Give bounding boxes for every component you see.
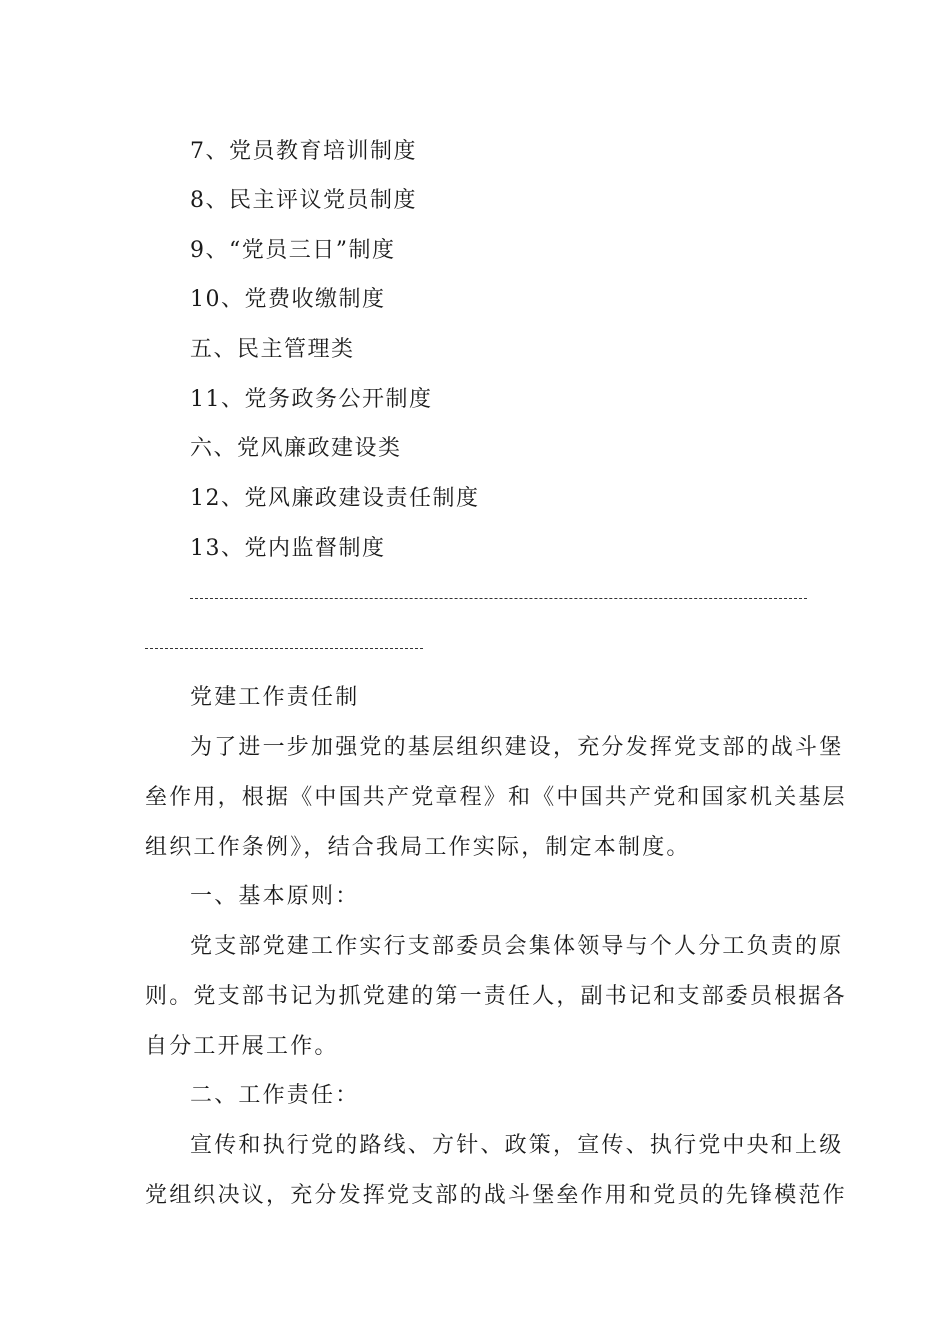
list-item: 13、党内监督制度 xyxy=(190,536,386,561)
intro-paragraph-line: 为了进一步加强党的基层组织建设，充分发挥党支部的战斗堡 xyxy=(190,735,844,760)
separator-line xyxy=(145,648,423,649)
list-item: 7、党员教育培训制度 xyxy=(190,139,417,164)
heading-basic-principles: 一、基本原则： xyxy=(190,884,360,909)
duty-paragraph-line: 宣传和执行党的路线、方针、政策，宣传、执行党中央和上级 xyxy=(190,1133,844,1158)
list-item: 10、党费收缴制度 xyxy=(190,287,386,312)
separator-line xyxy=(190,598,807,599)
list-item: 9、“党员三日”制度 xyxy=(190,238,396,263)
principle-paragraph-line: 党支部党建工作实行支部委员会集体领导与个人分工负责的原 xyxy=(190,934,844,959)
duty-paragraph-line: 党组织决议，充分发挥党支部的战斗堡垒作用和党员的先锋模范作 xyxy=(145,1183,847,1208)
category-heading: 六、党风廉政建设类 xyxy=(190,436,402,461)
list-item: 8、民主评议党员制度 xyxy=(190,188,417,213)
principle-paragraph-line: 则。党支部书记为抓党建的第一责任人，副书记和支部委员根据各 xyxy=(145,984,847,1009)
heading-work-duties: 二、工作责任： xyxy=(190,1083,360,1108)
category-heading: 五、民主管理类 xyxy=(190,337,355,362)
list-item: 12、党风廉政建设责任制度 xyxy=(190,486,480,511)
intro-paragraph-line: 垒作用，根据《中国共产党章程》和《中国共产党和国家机关基层 xyxy=(145,785,847,810)
principle-paragraph-line: 自分工开展工作。 xyxy=(145,1034,339,1059)
intro-paragraph-line: 组织工作条例》，结合我局工作实际，制定本制度。 xyxy=(145,835,691,860)
list-item: 11、党务政务公开制度 xyxy=(190,387,433,412)
section-title: 党建工作责任制 xyxy=(190,685,360,710)
